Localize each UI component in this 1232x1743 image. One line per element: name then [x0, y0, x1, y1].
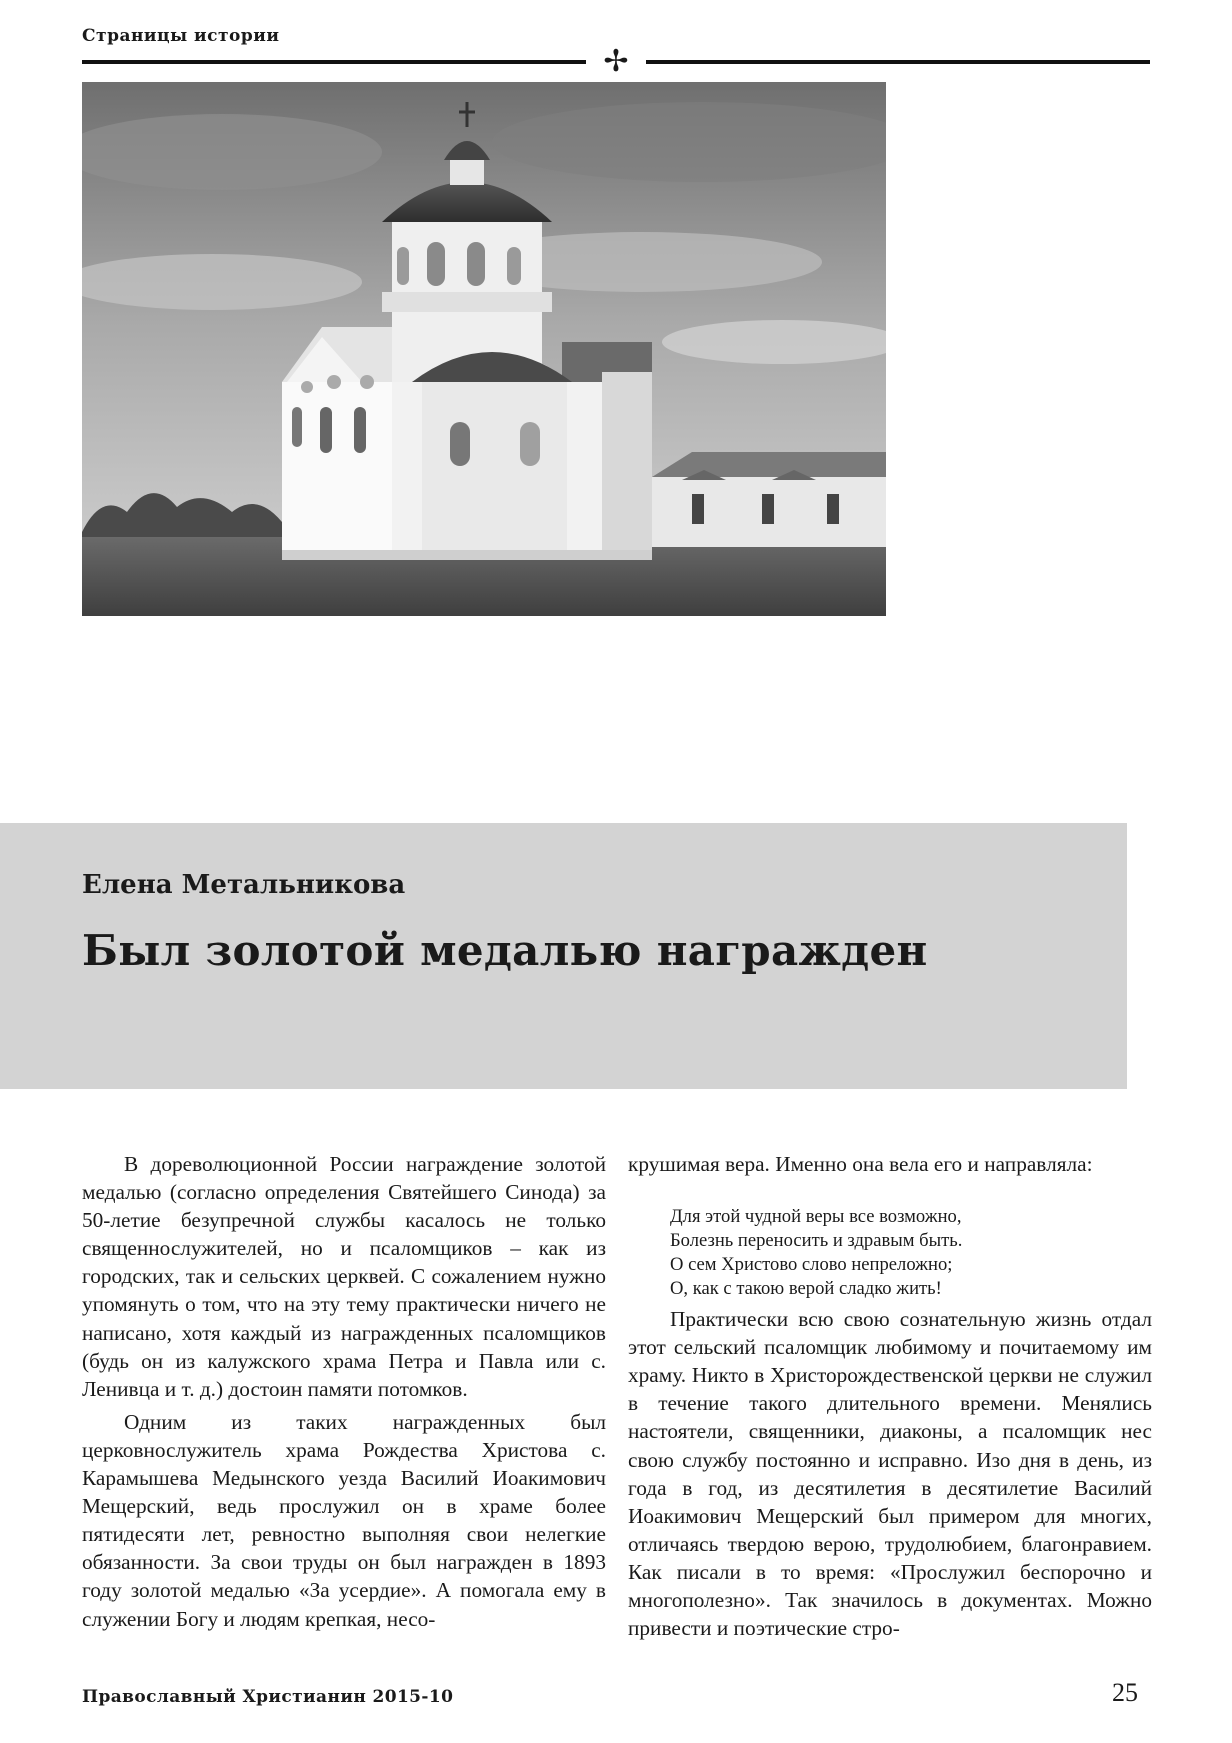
poem-line: О сем Христово слово непреложно; [670, 1254, 953, 1276]
cross-ornament-icon: ✢ [603, 44, 629, 79]
section-label: Страницы истории [82, 26, 280, 46]
paragraph: крушимая вера. Именно она вела его и направляла: [628, 1152, 1093, 1176]
header-rule-left [82, 60, 586, 64]
church-photo [82, 82, 886, 616]
poem-line: Болезнь переносить и здравым быть. [670, 1230, 963, 1252]
page-number: 25 [1112, 1678, 1138, 1707]
article-title: Был золотой медалью награжден [82, 926, 928, 975]
poem-quote [670, 1205, 1152, 1301]
poem-line: О, как с такою верой сладко жить! [670, 1278, 942, 1300]
article-column-right [628, 1150, 1152, 1642]
journal-footer: Православный Христианин 2015-10 [82, 1687, 454, 1707]
paragraph: В дореволюционной России награждение золотой медалью (согласно определения Святейшего Синода) за 50-летие безупречной службы касалось не только священнослужителей, но и псаломщиков – как из городских, так и сельских церквей. С сожалением нужно упомянуть о том, что на эту тему практически ничего не написано, хотя каждый из награжденных псаломщиков (будь он из калужского храма Петра и Павла или с. Ленивца и т. д.) достоин памяти потомков. [82, 1152, 606, 1401]
paragraph: Практически всю свою сознательную жизнь отдал этот сельский псаломщик любимому и почитаемому им храму. Никто в Христорождественской церкви не служил в течение такого длительного времени. Менялись настоятели, священники, диаконы, а псаломщик нес свою службу постоянно и исправно. Изо дня в день, из года в год, из десятилетия в десятилетие Василий Иоакимович Мещерский был примером для многих, отличаясь твердою верою, трудолюбием, благонравием. Как писали в то время: «Прослужил беспорочно и многополезно». Так значилось в документах. Можно привести и поэтические стро- [628, 1307, 1152, 1641]
paragraph: Одним из таких награжденных был церковнослужитель храма Рождества Христова с. Карамышева Медынского уезда Василий Иоакимович Мещерский, ведь прослужил он в храме более пятидесяти лет, ревностно выполняя свои нелегкие обязанности. За свои труды он был награжден в 1893 году золотой медалью «За усердие». А помогала ему в служении Богу и людям крепкая, несо- [82, 1409, 606, 1631]
article-author: Елена Метальникова [82, 870, 406, 900]
poem-line: Для этой чудной веры все возможно, [670, 1206, 962, 1228]
header-rule-right [646, 60, 1150, 64]
article-column-left [82, 1150, 606, 1633]
church-photo-illustration [82, 82, 886, 616]
